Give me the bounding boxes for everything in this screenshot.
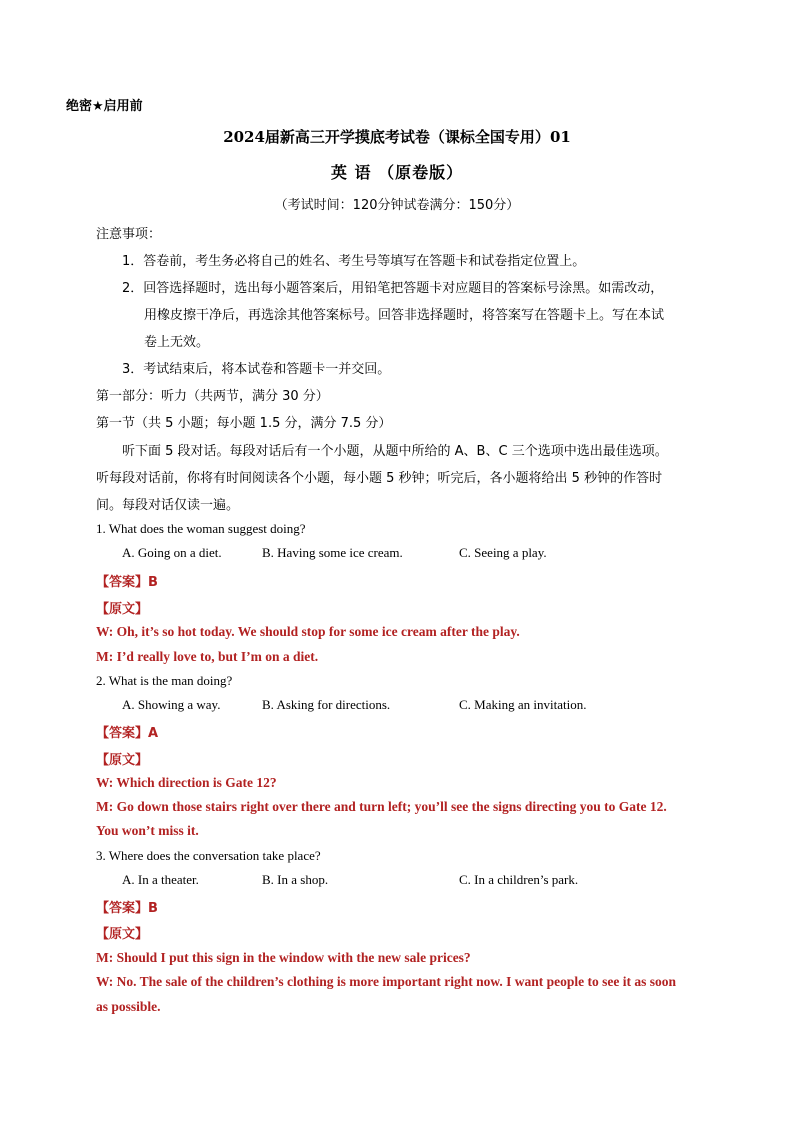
question-3-transcript-line-2: W: No. The sale of the children’s clothing is more important right now. I want people to see it as soon (96, 974, 677, 989)
confidential-label: 绝密★启用前 (66, 99, 143, 114)
exam-time-info: （考试时间：120分钟试卷满分：150分） (274, 198, 520, 213)
question-2-transcript-line-3: You won’t miss it. (96, 823, 199, 838)
question-1-source-label: 【原文】 (96, 602, 149, 617)
exam-title: 2024届新高三开学摸底考试卷（课标全国专用）01 (223, 128, 571, 146)
notes-item-2-line-3: 卷上无效。 (144, 335, 210, 350)
question-3-option-a: A. In a theater. (122, 872, 199, 887)
instructions-line-2: 听每段对话前，你将有时间阅读各个小题，每小题 5 秒钟；听完后，各小题将给出 5 秒钟的作答时 (96, 471, 663, 486)
question-1-option-b: B. Having some ice cream. (262, 545, 403, 560)
notes-heading: 注意事项： (96, 227, 162, 242)
question-1-option-c: C. Seeing a play. (459, 545, 547, 560)
question-3-option-c: C. In a children’s park. (459, 872, 579, 887)
question-3-stem: 3. Where does the conversation take place? (96, 848, 321, 863)
question-2-transcript-line-1: W: Which direction is Gate 12? (96, 775, 277, 790)
question-2-stem: 2. What is the man doing? (96, 673, 233, 688)
notes-item-2-line-1: 2．回答选择题时，选出每小题答案后，用铅笔把答题卡对应题目的答案标号涂黑。如需改动， (122, 281, 664, 296)
instructions-line-1: 听下面 5 段对话。每段对话后有一个小题，从题中所给的 A、B、C 三个选项中选出最佳选项。 (122, 444, 668, 459)
exam-subtitle: 英 语 （原卷版） (330, 163, 464, 182)
instructions-line-3: 间。每段对话仅读一遍。 (96, 498, 240, 513)
question-3-source-label: 【原文】 (96, 927, 149, 942)
question-2-option-a: A. Showing a way. (122, 697, 221, 712)
notes-item-1: 1．答卷前，考生务必将自己的姓名、考生号等填写在答题卡和试卷指定位置上。 (122, 254, 586, 269)
question-2-answer: 【答案】A (96, 726, 159, 741)
question-1-option-a: A. Going on a diet. (122, 545, 222, 560)
question-1-answer: 【答案】B (96, 575, 158, 590)
question-2-source-label: 【原文】 (96, 753, 149, 768)
part1-heading: 第一部分：听力（共两节，满分 30 分） (96, 389, 329, 404)
question-3-transcript-line-3: as possible. (96, 999, 161, 1014)
question-2-option-b: B. Asking for directions. (262, 697, 391, 712)
question-1-transcript-line-2: M: I’d really love to, but I’m on a diet. (96, 649, 319, 664)
section1-heading: 第一节（共 5 小题；每小题 1.5 分，满分 7.5 分） (96, 416, 392, 431)
notes-item-2-line-2: 用橡皮擦干净后，再选涂其他答案标号。回答非选择题时，将答案写在答题卡上。写在本试 (144, 308, 665, 323)
question-3-answer: 【答案】B (96, 901, 158, 916)
question-2-transcript-line-2: M: Go down those stairs right over there and turn left; you’ll see the signs directing you to Gate 12. (96, 799, 667, 814)
question-3-transcript-line-1: M: Should I put this sign in the window with the new sale prices? (96, 950, 471, 965)
question-1-transcript-line-1: W: Oh, it’s so hot today. We should stop for some ice cream after the play. (96, 624, 520, 639)
question-2-option-c: C. Making an invitation. (459, 697, 587, 712)
notes-item-3: 3．考试结束后，将本试卷和答题卡一并交回。 (122, 362, 391, 377)
question-3-option-b: B. In a shop. (262, 872, 329, 887)
question-1-stem: 1. What does the woman suggest doing? (96, 521, 306, 536)
